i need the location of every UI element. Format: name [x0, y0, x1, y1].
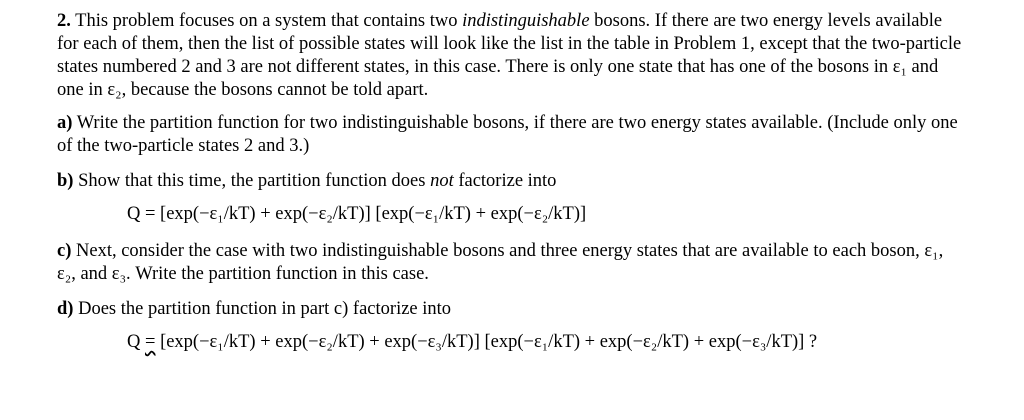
intro-text-1: This problem focuses on a system that contains two: [75, 11, 463, 31]
part-b: [57, 170, 964, 193]
problem-number: 2.: [57, 11, 71, 31]
part-a-text: Write the partition function for two indistinguishable bosons, if there are two energy states available. (Include only one of the two-particle states 2 and 3.): [57, 113, 958, 156]
part-b-text-1: Show that this time, the partition function does: [73, 171, 431, 191]
intro-text-2: bosons. If there are two energy levels available for each of them, then the list of possible states will look like the list in the table in Problem 1, except that the two-particle states numbered 2 and 3 are not different states, in this case. There is only one state that has one of the bosons in ε₁ and one in ε₂, because the bosons cannot be told apart.: [57, 11, 962, 100]
part-c: [57, 240, 964, 286]
part-a: [57, 112, 964, 158]
part-d: [57, 298, 964, 321]
part-d-equation: [57, 331, 964, 354]
part-d-eq-lhs: Q: [127, 332, 145, 352]
part-c-label: c): [57, 241, 72, 261]
part-d-eq-rhs: [exp(−ε₁/kT) + exp(−ε₂/kT) + exp(−ε₃/kT)] [exp(−ε₁/kT) + exp(−ε₂/kT) + exp(−ε₃/kT)] ?: [155, 332, 818, 352]
problem-intro: [57, 10, 964, 102]
part-b-equation: Q = [exp(−ε₁/kT) + exp(−ε₂/kT)] [exp(−ε₁/kT) + exp(−ε₂/kT)]: [127, 204, 587, 224]
part-b-emphasis: not: [430, 171, 454, 191]
part-a-label: a): [57, 113, 73, 133]
part-b-label: b): [57, 171, 74, 191]
part-b-text-2: factorize into: [453, 171, 557, 191]
part-c-text: Next, consider the case with two indistinguishable bosons and three energy states that are available to each boson, ε₁, ε₂, and ε₃. Write the partition function in this case.: [57, 241, 944, 284]
part-d-label: d): [57, 299, 74, 319]
part-d-eq-symbol: =: [145, 332, 156, 352]
intro-emphasis: indistinguishable: [462, 11, 590, 31]
part-d-text: Does the partition function in part c) factorize into: [73, 299, 452, 319]
